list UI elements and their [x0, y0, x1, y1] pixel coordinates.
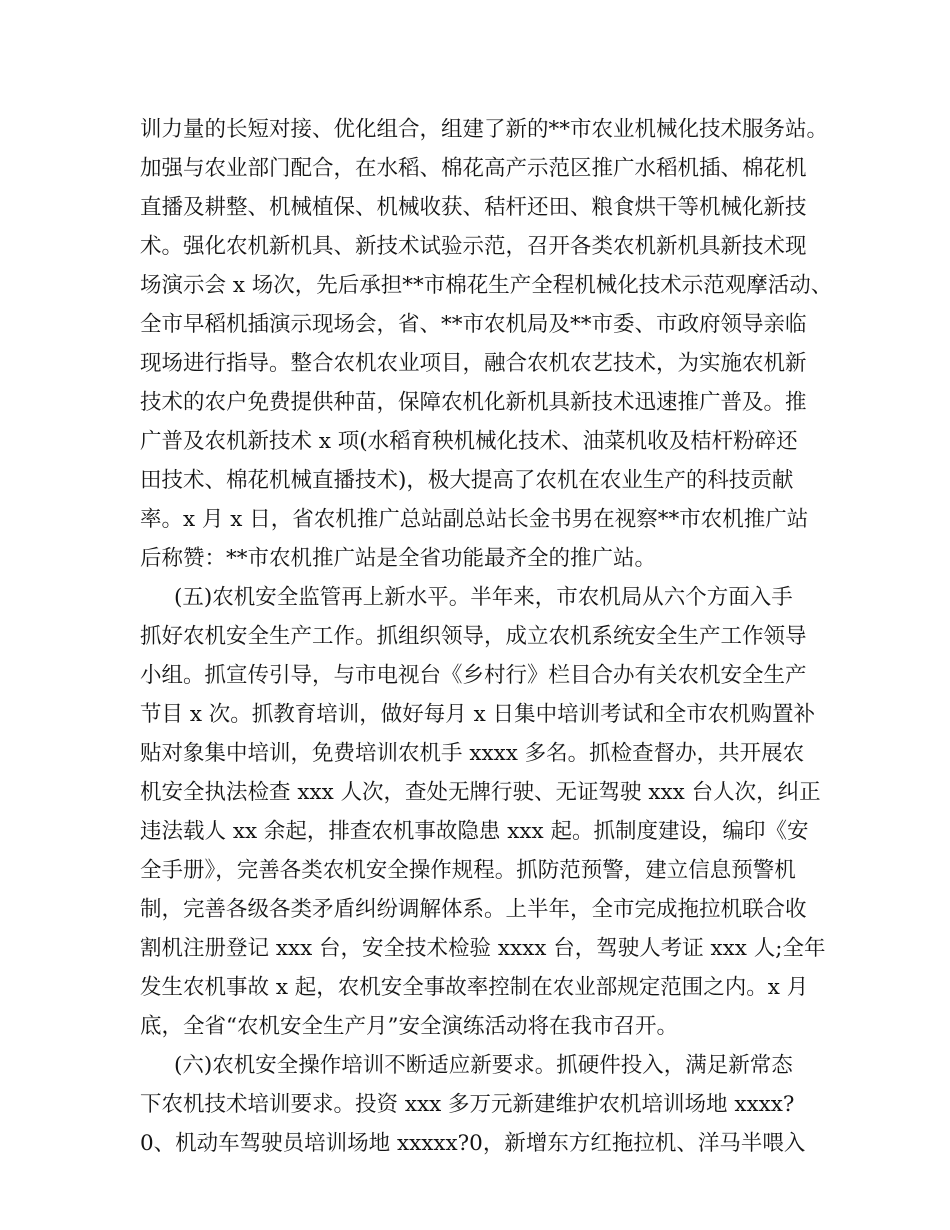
text-line: 违法载人 xx 余起，排查农机事故隐患 xxx 起。抓制度建设，编印《安 [140, 819, 809, 844]
text-line: 场演示会 x 场次，先后承担**市棉花生产全程机械化技术示范观摩活动、 [140, 273, 833, 298]
text-line: 后称赞：**市农机推广站是全省功能最齐全的推广站。 [140, 546, 657, 571]
text-line: 机安全执法检查 xxx 人次，查处无牌行驶、无证驾驶 xxx 台人次，纠正 [140, 780, 821, 805]
text-line: 技术的农户免费提供种苗，保障农机化新机具新技术迅速推广普及。推 [140, 390, 807, 415]
text-line: 广普及农机新技术 x 项(水稻育秧机械化技术、油菜机收及桔杆粉碎还 [140, 429, 798, 454]
text-line: 底，全省“农机安全生产月”安全演练活动将在我市召开。 [140, 1014, 678, 1039]
text-line: 贴对象集中培训，免费培训农机手 xxxx 多名。抓检查督办，共开展农 [140, 741, 805, 766]
text-line: 割机注册登记 xxx 台，安全技术检验 xxxx 台，驾驶人考证 xxx 人;全年 [140, 936, 826, 961]
text-line: 术。强化农机新机具、新技术试验示范，召开各类农机新机具新技术现 [140, 234, 807, 259]
text-line: 全市早稻机插演示现场会，省、**市农机局及**市委、市政府领导亲临 [140, 312, 807, 337]
text-line: 加强与农业部门配合，在水稻、棉花高产示范区推广水稻机插、棉花机 [140, 156, 807, 181]
text-line: 小组。抓宣传引导，与市电视台《乡村行》栏目合办有关农机安全生产 [140, 663, 807, 688]
text-line: 发生农机事故 x 起，农机安全事故率控制在农业部规定范围之内。x 月 [140, 975, 809, 1000]
text-line: 现场进行指导。整合农机农业项目，融合农机农艺技术，为实施农机新 [140, 351, 807, 376]
text-line: 节目 x 次。抓教育培训，做好每月 x 日集中培训考试和全市农机购置补 [140, 702, 816, 727]
paragraph [140, 1046, 820, 1163]
text-line: (五)农机安全监管再上新水平。半年来，市农机局从六个方面入手 [174, 585, 793, 610]
text-line: 全手册》，完善各类农机安全操作规程。抓防范预警，建立信息预警机 [140, 858, 796, 883]
text-line: 制，完善各级各类矛盾纠纷调解体系。上半年，全市完成拖拉机联合收 [140, 897, 807, 922]
paragraph [140, 578, 826, 1046]
document-body [140, 110, 833, 1163]
text-line: 0、机动车驾驶员培训场地 xxxxx?0，新增东方红拖拉机、洋马半喂入 [140, 1131, 806, 1156]
text-line: (六)农机安全操作培训不断适应新要求。抓硬件投入，满足新常态 [174, 1053, 793, 1078]
paragraph [140, 110, 833, 578]
text-line: 率。x 月 x 日，省农机推广总站副总站长金书男在视察**市农机推广站 [140, 507, 809, 532]
text-line: 下农机技术培训要求。投资 xxx 多万元新建维护农机培训场地 xxxx? [140, 1092, 795, 1117]
text-line: 直播及耕整、机械植保、机械收获、秸杆还田、粮食烘干等机械化新技 [140, 195, 807, 220]
text-line: 训力量的长短对接、优化组合，组建了新的**市农业机械化技术服务站。 [140, 117, 829, 142]
text-line: 田技术、棉花机械直播技术)，极大提高了农机在农业生产的科技贡献 [140, 468, 794, 493]
text-line: 抓好农机安全生产工作。抓组织领导，成立农机系统安全生产工作领导 [140, 624, 807, 649]
